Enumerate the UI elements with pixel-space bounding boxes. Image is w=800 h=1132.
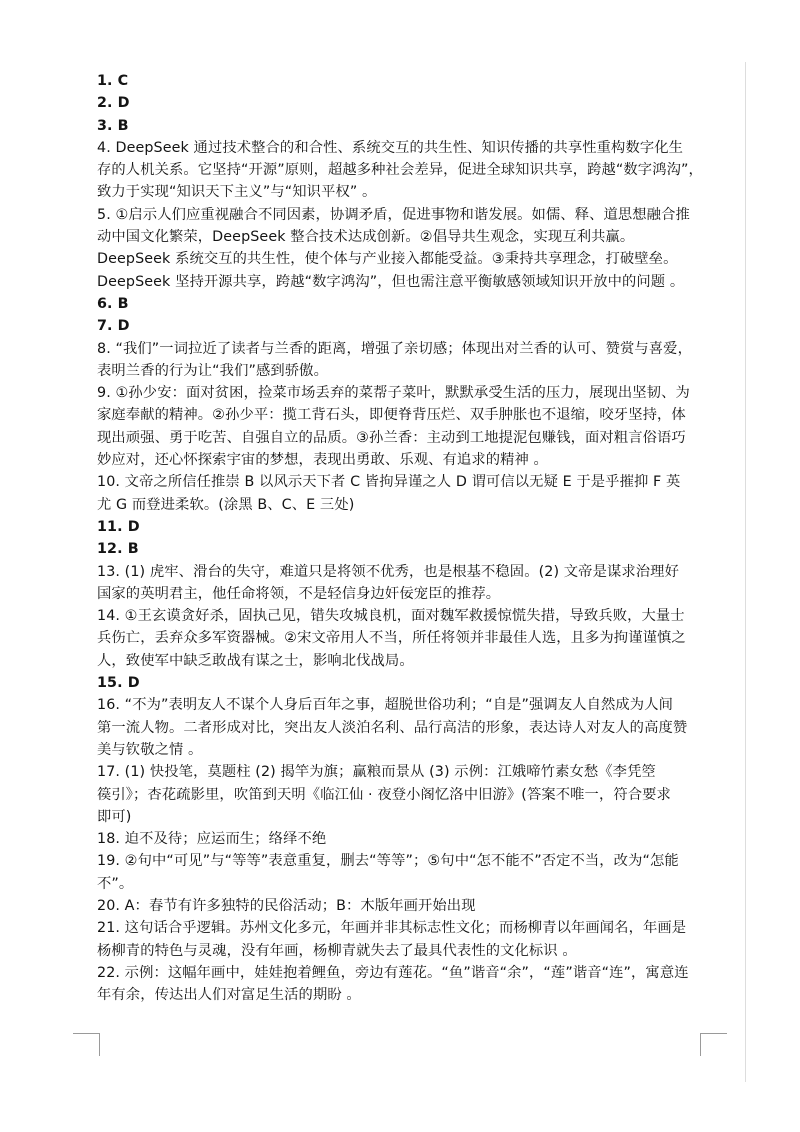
crop-mark-bottom-right (700, 1033, 727, 1056)
document-line: 篌引》；杏花疏影里，吹笛到天明《临江仙 · 夜登小阁忆洛中旧游》(答案不唯一，符合要求 (97, 786, 671, 803)
document-line: 13. (1) 虎牢、滑台的失守，难道只是将领不优秀，也是根基不稳固。(2) 文帝是谋求治理好 (97, 563, 679, 580)
document-line: 1. C (97, 73, 129, 89)
document-line: 19. ②句中“可见”与“等等”表意重复，删去“等等”；⑤句中“怎不能不”否定不当，改为“怎能 (97, 853, 679, 870)
document-line: 国家的英明君主，他任命将领，不是轻信身边奸佞宠臣的推荐。 (97, 585, 501, 602)
document-line: 人，致使军中缺乏敢战有谋之士，影响北伐战局。 (97, 652, 414, 669)
document-line: 10. 文帝之所信任推崇 B 以风示天下者 C 皆拘异谨之人 D 谓可信以无疑 E 于是乎摧抑 F 英 (97, 474, 681, 491)
document-line: 20. A：春节有许多独特的民俗活动；B：木版年画开始出现 (97, 897, 476, 914)
document-line: 即可) (97, 808, 132, 825)
document-line: 不”。 (97, 875, 134, 892)
document-line: 杨柳青的特色与灵魂，没有年画，杨柳青就失去了最具代表性的文化标识 。 (97, 942, 577, 959)
document-line: 致力于实现“知识天下主义”与“知识平权” 。 (97, 184, 377, 201)
document-line: 现出顽强、勇于吃苦、自强自立的品质。③孙兰香：主动到工地提泥包赚钱，面对粗言俗语巧 (97, 429, 686, 446)
document-line: 14. ①王玄谟贪好杀，固执己见，错失攻城良机，面对魏军救援惊慌失措，导致兵败，大量士 (97, 608, 685, 625)
document-line: 表明兰香的行为让“我们”感到骄傲。 (97, 362, 328, 379)
document-line: 21. 这句话合乎逻辑。苏州文化多元，年画并非其标志性文化；而杨柳青以年画闻名，年画是 (97, 920, 687, 937)
document-line: 5. ①启示人们应重视融合不同因素，协调矛盾，促进事物和谐发展。如儒、释、道思想融合推 (97, 206, 690, 223)
document-line: DeepSeek 系统交互的共生性，使个体与产业接入都能受益。③秉持共享理念，打破壁垒。 (97, 251, 678, 268)
document-line: 2. D (97, 95, 130, 112)
answer-key-document (97, 70, 713, 1006)
document-line: 存的人机关系。它坚持“开源”原则，超越多种社会差异，促进全球知识共享，跨越“数字鸿沟”， (97, 162, 703, 179)
document-line: 12. B (97, 541, 139, 558)
document-line: 22. 示例：这幅年画中，娃娃抱着鲤鱼，旁边有莲花。“鱼”谐音“余”，“莲”谐音“连”，寓意连 (97, 964, 689, 981)
page-edge-line (745, 62, 746, 1082)
document-line: 尤 G 而登进柔软。(涂黑 B、C、E 三处) (97, 496, 355, 513)
document-line: 动中国文化繁荣，DeepSeek 整合技术达成创新。②倡导共生观念，实现互利共赢。 (97, 229, 635, 246)
document-line: 第一流人物。二者形成对比，突出友人淡泊名利、品行高洁的形象，表达诗人对友人的高度赞 (97, 719, 688, 736)
document-line: 3. B (97, 117, 129, 134)
document-line: 18. 迫不及待；应运而生；络绎不绝 (97, 831, 327, 848)
document-line: 16. “不为”表明友人不谋个人身后百年之事，超脱世俗功利；“自是”强调友人自然成为人间 (97, 697, 673, 714)
document-line: 9. ①孙少安：面对贫困，捡菜市场丢弃的菜帮子菜叶，默默承受生活的压力，展现出坚韧、为 (97, 385, 690, 402)
document-line: 妙应对，还心怀探索宇宙的梦想，表现出勇敢、乐观、有追求的精神 。 (97, 452, 548, 469)
crop-mark-bottom-left (73, 1033, 100, 1056)
document-line: 兵伤亡，丢弃众多军资器械。②宋文帝用人不当，所任将领并非最佳人选，且多为拘谨谨慎之 (97, 630, 686, 647)
document-line: 美与钦敬之情 。 (97, 741, 203, 758)
document-line: 家庭奉献的精神。②孙少平：揽工背石头，即便脊背压烂、双手肿胀也不退缩，咬牙坚持，体 (97, 407, 686, 424)
document-line: DeepSeek 坚持开源共享，跨越“数字鸿沟”，但也需注意平衡敏感领域知识开放中的问题 。 (97, 273, 685, 290)
document-line: 8. “我们”一词拉近了读者与兰香的距离，增强了亲切感；体现出对兰香的认可、赞赏与喜爱， (97, 340, 692, 357)
document-line: 7. D (97, 318, 130, 335)
document-line: 11. D (97, 518, 140, 535)
document-line: 17. (1) 快投笔，莫题柱 (2) 揭竿为旗；赢粮而景从 (3) 示例：江娥啼竹素女愁《李凭箜 (97, 764, 656, 781)
document-line: 6. B (97, 295, 129, 312)
document-line: 15. D (97, 675, 140, 692)
document-line: 年有余，传达出人们对富足生活的期盼 。 (97, 987, 361, 1004)
document-line: 4. DeepSeek 通过技术整合的和合性、系统交互的共生性、知识传播的共享性重构数字化生 (97, 139, 684, 156)
